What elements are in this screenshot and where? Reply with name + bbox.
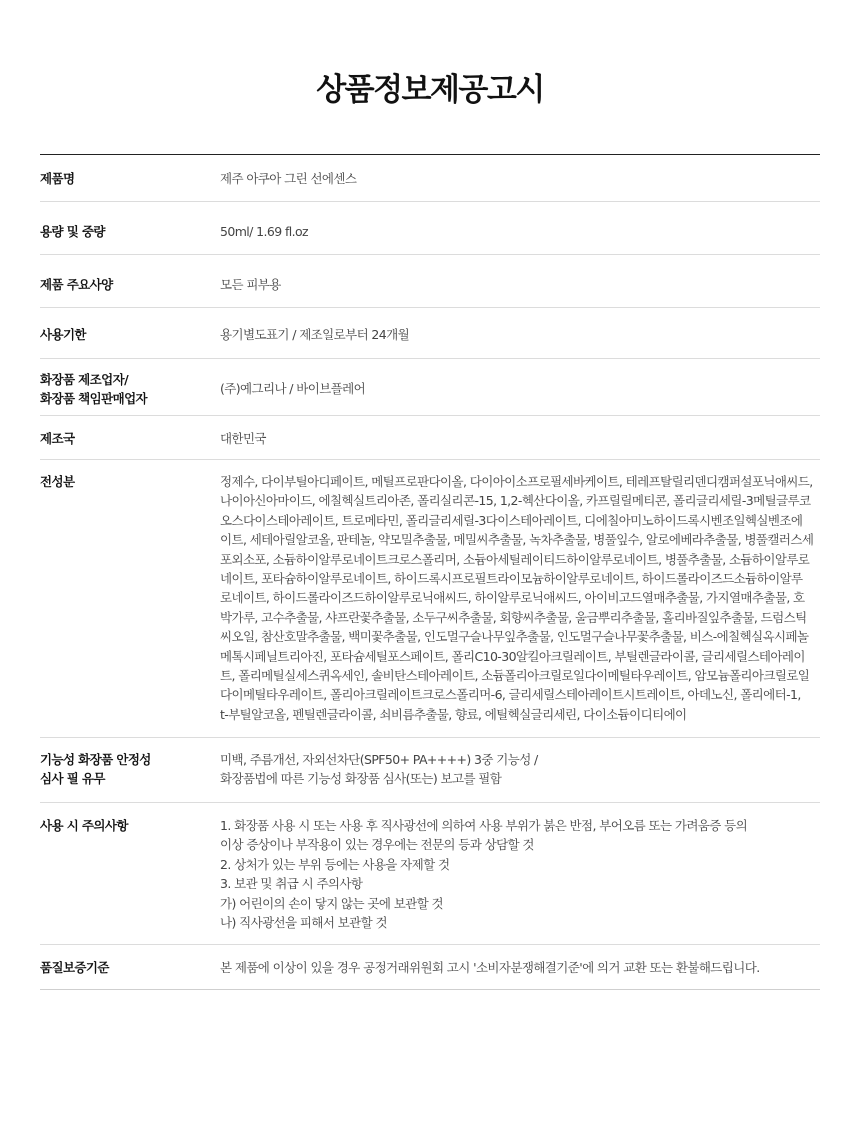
row-value: 제주 아쿠아 그린 선에센스 bbox=[220, 171, 357, 186]
row-value: 용기별도표기 / 제조일로부터 24개월 bbox=[220, 327, 410, 342]
table-row-volume bbox=[40, 202, 820, 255]
row-label: 용량 및 중량 bbox=[40, 224, 105, 239]
table-row-precautions bbox=[40, 803, 820, 945]
row-label: 사용 시 주의사항 bbox=[40, 818, 128, 833]
row-label: 사용기한 bbox=[40, 327, 86, 342]
row-value: 본 제품에 이상이 있을 경우 공정거래위원회 고시 '소비자분쟁해결기준'에 의거 교환 또는 환불해드립니다. bbox=[220, 960, 760, 975]
table-row-country bbox=[40, 416, 820, 460]
row-label: 화장품 제조업자/ 화장품 책임판매업자 bbox=[40, 372, 148, 406]
page-title: 상품정보제공고시 bbox=[316, 72, 544, 108]
table-row-quality-standard bbox=[40, 945, 820, 989]
row-value: 모든 피부용 bbox=[220, 277, 281, 292]
row-label: 기능성 화장품 안정성 심사 필 유무 bbox=[40, 752, 151, 786]
table-row-functional-review bbox=[40, 738, 820, 803]
row-value: 50ml/ 1.69 fl.oz bbox=[220, 224, 309, 239]
row-value: (주)예그리나 / 바이브플레어 bbox=[220, 381, 366, 396]
table-row-expiry bbox=[40, 308, 820, 359]
product-info-table bbox=[40, 154, 820, 990]
row-label: 품질보증기준 bbox=[40, 960, 109, 975]
row-label: 전성분 bbox=[40, 474, 75, 489]
row-value: 미백, 주름개선, 자외선차단(SPF50+ PA++++) 3중 기능성 / 화장품법에 따른 기능성 화장품 심사(또는) 보고를 필함 bbox=[220, 752, 538, 787]
table-row-manufacturer bbox=[40, 359, 820, 416]
row-value: 정제수, 다이부틸아디페이트, 메틸프로판다이올, 다이아이소프로필세바케이트, 테레프탈릴리덴디캠퍼설포닉애씨드, 나이아신아마이드, 에칠헥실트리아존, 폴리실리콘-15, 1,2-헥산다이올, 카프릴릴메티콘, 폴리글리세릴-3메틸글루코 오스다이스테아레이트, 트로메타민, 폴리글리세릴-3다이스테아레이트, 디에칠아미노하이드록시벤조일헥실벤조에 이트, 세테아릴알코올, 판테놀, 약모밀추출물, 메밀씨추출물, 녹차추출물, 병풀잎수, 알로에베라추출물, 병풀캘러스세 포외소포, 소듐하이알루로네이트크로스폴리머, 소듐아세틸레이티드하이알루로네이트, 병풀추출물, 소듐하이알루로 네이트, 포타슘하이알루로네이트, 하이드록시프로필트라이모늄하이알루로네이트, 하이드롤라이즈드소듐하이알루 로네이트, 하이드롤라이즈드하이알루로닉애씨드, 하이알루로닉애씨드, 아이비고드열매추출물, 가지열매추출물, 호 박가루, 고수추출물, 샤프란꽃추출물, 소두구씨추출물, 회향씨추출물, 울금뿌리추출물, 홀리바질잎추출물, 드럼스틱 씨오일, 참산호말추출물, 백미꽃추출물, 인도멀구슬나무잎추출물, 인도멀구슬나무꽃추출물, 비스-에칠헥실옥시페놀 메톡시페닐트리아진, 포타슘세틸포스페이트, 폴리C10-30알킬아크릴레이트, 부틸렌글라이콜, 글리세릴스테아레이 트, 폴리메틸실세스퀴옥세인, 솔비탄스테아레이트, 소듐폴리아크릴로일다이메틸타우레이트, 암모늄폴리아크릴로일 다이메틸타우레이트, 폴리아크릴레이트크로스폴리머-6, 글리세릴스테아레이트시트레이트, 아데노신, 폴리에터-1, t-부틸알코올, 펜틸렌글라이콜, 쇠비름추출물, 향료, 에틸헥실글리세린, 다이소듐이디티에이 bbox=[220, 474, 814, 722]
row-label: 제품명 bbox=[40, 171, 75, 186]
row-value: 대한민국 bbox=[220, 431, 266, 446]
row-label: 제품 주요사양 bbox=[40, 277, 113, 292]
row-value: 1. 화장품 사용 시 또는 사용 후 직사광선에 의하여 사용 부위가 붉은 반점, 부어오름 또는 가려움증 등의 이상 증상이나 부작용이 있는 경우에는 전문의 등과 상담할 것 2. 상처가 있는 부위 등에는 사용을 자제할 것 3. 보관 및 취급 시 주의사항 가) 어린이의 손이 닿지 않는 곳에 보관할 것 나) 직사광선을 피해서 보관할 것 bbox=[220, 818, 748, 931]
table-row-product-name bbox=[40, 155, 820, 202]
table-row-main-spec bbox=[40, 255, 820, 308]
row-label: 제조국 bbox=[40, 431, 75, 446]
table-row-ingredients bbox=[40, 460, 820, 738]
